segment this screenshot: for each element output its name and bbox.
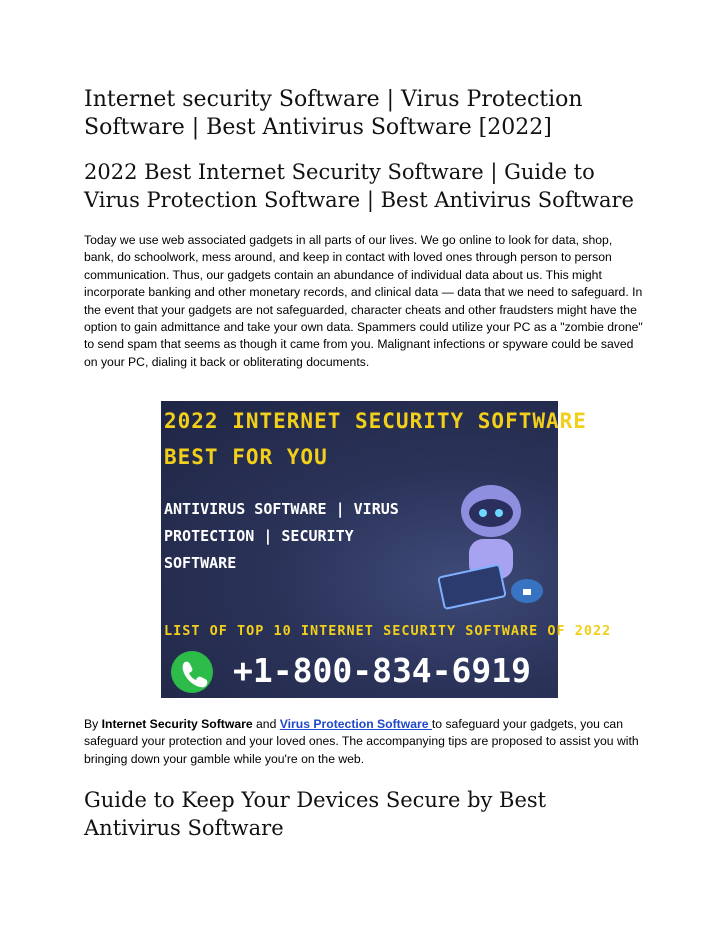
virus-protection-software-link[interactable]: Virus Protection Software xyxy=(279,717,432,731)
page-title: Internet security Software | Virus Protection Software | Best Antivirus Software [2022] xyxy=(84,87,583,140)
protection-paragraph xyxy=(84,716,644,768)
banner-list-line: LIST OF TOP 10 INTERNET SECURITY SOFTWARE OF 2022 xyxy=(164,623,612,639)
banner-subtitle-line3: SOFTWARE xyxy=(164,554,237,572)
para2-prefix: By xyxy=(84,717,102,731)
para2-suffix: to safeguard your gadgets, you can safeguard your protection and your loved ones. The accompanying tips are proposed to assist you with bringing down your gamble while you're on the web. xyxy=(84,717,639,766)
phone-icon xyxy=(171,651,213,693)
promo-banner-image xyxy=(161,401,612,698)
banner-title-line1: 2022 INTERNET SECURITY SOFTWARE xyxy=(164,409,587,433)
intro-paragraph: Today we use web associated gadgets in all parts of our lives. We go online to look for data, shop, bank, do schoolwork, mess around, and keep in contact with loved ones through person to person communication. Thus, our gadgets contain an abundance of individual data about us. This might incorporate banking and other monetary records, and clinical data — data that we need to safeguard. In the event that your gadgets are not safeguarded, character cheats and other fraudsters might have the option to gain admittance and take your own data. Spammers could utilize your PC as a "zombie drone" to send spam that seems as though it came from you. Malignant infections or spyware could be saved on your PC, dialing it back or obliterating documents. xyxy=(84,233,643,369)
banner-subtitle-line2: PROTECTION | SECURITY xyxy=(164,527,354,545)
section-heading-guide: 2022 Best Internet Security Software | Guide to Virus Protection Software | Best Antivirus Software xyxy=(84,160,634,212)
banner-subtitle-line1: ANTIVIRUS SOFTWARE | VIRUS xyxy=(164,500,399,518)
section-heading-devices: Guide to Keep Your Devices Secure by Best Antivirus Software xyxy=(84,788,547,840)
phone-number: +1-800-834-6919 xyxy=(233,651,532,690)
banner-title-line2: BEST FOR YOU xyxy=(164,445,328,469)
para2-and: and xyxy=(252,717,280,731)
robot-illustration xyxy=(431,471,551,621)
internet-security-software-term: Internet Security Software xyxy=(101,717,253,731)
